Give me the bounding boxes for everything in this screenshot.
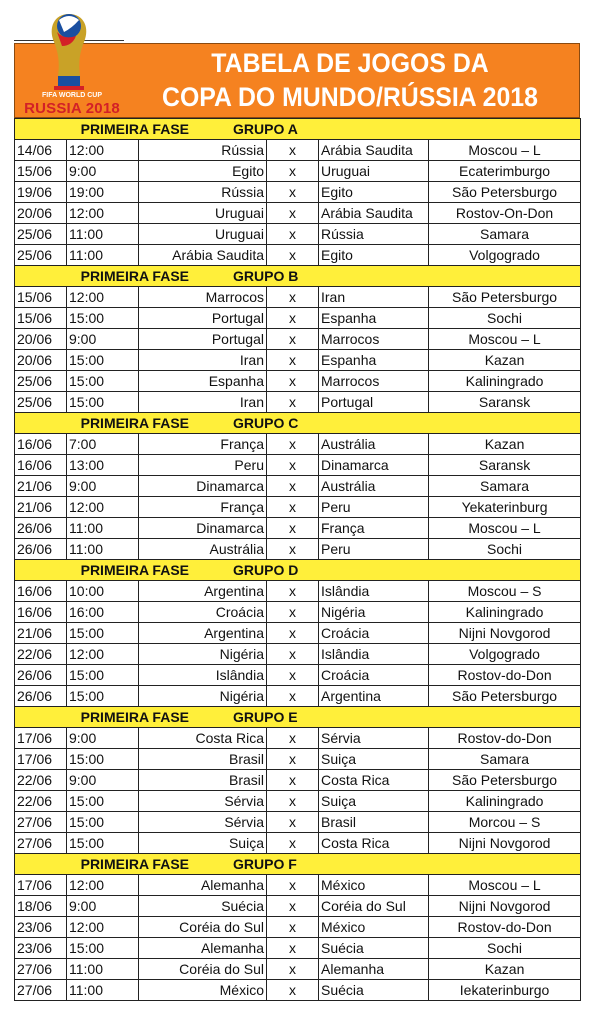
match-row [15, 938, 581, 959]
match-date: 18/06 [15, 896, 67, 917]
title-line-2: COPA DO MUNDO/RÚSSIA 2018 [162, 82, 538, 112]
match-row [15, 980, 581, 1001]
host-city: Samara [429, 476, 581, 497]
versus-mark: x [267, 476, 319, 497]
home-team: Coréia do Sul [139, 917, 267, 938]
match-row [15, 182, 581, 203]
host-city: Kaliningrado [429, 602, 581, 623]
match-row [15, 455, 581, 476]
match-time: 12:00 [67, 875, 139, 896]
match-time: 15:00 [67, 812, 139, 833]
home-team: Brasil [139, 749, 267, 770]
match-time: 11:00 [67, 245, 139, 266]
match-date: 17/06 [15, 749, 67, 770]
match-table-body [15, 119, 581, 1001]
versus-mark: x [267, 623, 319, 644]
group-header-row [15, 707, 581, 728]
host-city: Rostov-On-Don [429, 203, 581, 224]
match-row [15, 371, 581, 392]
versus-mark: x [267, 581, 319, 602]
match-row [15, 581, 581, 602]
away-team: Austrália [319, 434, 429, 455]
match-row [15, 308, 581, 329]
group-header [15, 266, 581, 287]
versus-mark: x [267, 350, 319, 371]
group-header-row [15, 560, 581, 581]
match-row [15, 959, 581, 980]
match-row [15, 686, 581, 707]
match-row [15, 875, 581, 896]
match-time: 13:00 [67, 455, 139, 476]
logo-caption: FIFA WORLD CUP [41, 92, 102, 99]
match-time: 15:00 [67, 686, 139, 707]
world-cup-logo [14, 0, 124, 118]
group-header-row [15, 266, 581, 287]
host-city: São Petersburgo [429, 686, 581, 707]
away-team: Costa Rica [319, 770, 429, 791]
match-date: 14/06 [15, 140, 67, 161]
match-row [15, 917, 581, 938]
match-row [15, 203, 581, 224]
away-team: Espanha [319, 308, 429, 329]
home-team: Dinamarca [139, 518, 267, 539]
home-team: México [139, 980, 267, 1001]
home-team: Alemanha [139, 875, 267, 896]
versus-mark: x [267, 938, 319, 959]
group-header [15, 119, 581, 140]
match-date: 15/06 [15, 161, 67, 182]
versus-mark: x [267, 518, 319, 539]
versus-mark: x [267, 980, 319, 1001]
match-date: 25/06 [15, 371, 67, 392]
host-city: Moscou – S [429, 581, 581, 602]
match-time: 11:00 [67, 959, 139, 980]
host-city: Ecaterimburgo [429, 161, 581, 182]
match-time: 12:00 [67, 140, 139, 161]
versus-mark: x [267, 917, 319, 938]
match-time: 12:00 [67, 644, 139, 665]
match-time: 11:00 [67, 539, 139, 560]
versus-mark: x [267, 959, 319, 980]
home-team: Egito [139, 161, 267, 182]
host-city: São Petersburgo [429, 770, 581, 791]
away-team: Croácia [319, 623, 429, 644]
match-date: 22/06 [15, 791, 67, 812]
host-city: Moscou – L [429, 875, 581, 896]
match-time: 15:00 [67, 749, 139, 770]
host-city: Sochi [429, 938, 581, 959]
home-team: Rússia [139, 182, 267, 203]
away-team: Costa Rica [319, 833, 429, 854]
host-city: Kaliningrado [429, 371, 581, 392]
phase-label: PRIMEIRA FASE [80, 415, 189, 431]
away-team: México [319, 875, 429, 896]
versus-mark: x [267, 182, 319, 203]
home-team: Argentina [139, 581, 267, 602]
home-team: Suécia [139, 896, 267, 917]
match-date: 17/06 [15, 875, 67, 896]
match-time: 11:00 [67, 518, 139, 539]
match-time: 9:00 [67, 329, 139, 350]
home-team: Dinamarca [139, 476, 267, 497]
away-team: Marrocos [319, 371, 429, 392]
match-row [15, 329, 581, 350]
home-team: Nigéria [139, 686, 267, 707]
match-date: 27/06 [15, 980, 67, 1001]
home-team: Rússia [139, 140, 267, 161]
phase-label: PRIMEIRA FASE [80, 856, 189, 872]
match-time: 15:00 [67, 938, 139, 959]
away-team: Egito [319, 245, 429, 266]
versus-mark: x [267, 602, 319, 623]
phase-label: PRIMEIRA FASE [80, 268, 189, 284]
match-date: 26/06 [15, 665, 67, 686]
host-city: Saransk [429, 392, 581, 413]
host-city: Sochi [429, 539, 581, 560]
home-team: França [139, 497, 267, 518]
match-time: 11:00 [67, 980, 139, 1001]
host-city: Nijni Novgorod [429, 623, 581, 644]
match-time: 12:00 [67, 917, 139, 938]
versus-mark: x [267, 392, 319, 413]
match-date: 17/06 [15, 728, 67, 749]
home-team: Iran [139, 392, 267, 413]
match-date: 26/06 [15, 518, 67, 539]
match-date: 22/06 [15, 770, 67, 791]
match-row [15, 623, 581, 644]
versus-mark: x [267, 812, 319, 833]
match-date: 22/06 [15, 644, 67, 665]
home-team: Islândia [139, 665, 267, 686]
host-city: São Petersburgo [429, 182, 581, 203]
away-team: Nigéria [319, 602, 429, 623]
away-team: Suécia [319, 980, 429, 1001]
host-city: Kazan [429, 350, 581, 371]
match-time: 15:00 [67, 833, 139, 854]
group-header-row [15, 119, 581, 140]
away-team: Islândia [319, 644, 429, 665]
versus-mark: x [267, 749, 319, 770]
away-team: Espanha [319, 350, 429, 371]
versus-mark: x [267, 665, 319, 686]
host-city: Moscou – L [429, 518, 581, 539]
host-city: Volgogrado [429, 644, 581, 665]
match-date: 27/06 [15, 833, 67, 854]
host-city: Kazan [429, 959, 581, 980]
host-city: Iekaterinburgo [429, 980, 581, 1001]
host-city: Kazan [429, 434, 581, 455]
versus-mark: x [267, 203, 319, 224]
match-row [15, 224, 581, 245]
match-row [15, 245, 581, 266]
home-team: Uruguai [139, 224, 267, 245]
match-date: 25/06 [15, 392, 67, 413]
match-row [15, 812, 581, 833]
match-date: 21/06 [15, 623, 67, 644]
match-time: 15:00 [67, 392, 139, 413]
match-date: 23/06 [15, 938, 67, 959]
group-header [15, 413, 581, 434]
host-city: Nijni Novgorod [429, 833, 581, 854]
host-city: Nijni Novgorod [429, 896, 581, 917]
match-time: 15:00 [67, 791, 139, 812]
match-row [15, 287, 581, 308]
match-date: 27/06 [15, 812, 67, 833]
away-team: Islândia [319, 581, 429, 602]
match-row [15, 749, 581, 770]
home-team: Brasil [139, 770, 267, 791]
header [14, 0, 580, 118]
match-time: 15:00 [67, 308, 139, 329]
group-label: GRUPO E [233, 709, 298, 725]
match-date: 16/06 [15, 581, 67, 602]
group-header [15, 560, 581, 581]
match-date: 23/06 [15, 917, 67, 938]
away-team: Croácia [319, 665, 429, 686]
match-row [15, 476, 581, 497]
away-team: Rússia [319, 224, 429, 245]
match-time: 11:00 [67, 224, 139, 245]
group-header [15, 854, 581, 875]
host-city: Samara [429, 224, 581, 245]
host-city: Morcou – S [429, 812, 581, 833]
group-header-row [15, 854, 581, 875]
home-team: Iran [139, 350, 267, 371]
home-team: Austrália [139, 539, 267, 560]
match-date: 26/06 [15, 686, 67, 707]
match-time: 15:00 [67, 350, 139, 371]
match-row [15, 896, 581, 917]
away-team: Uruguai [319, 161, 429, 182]
home-team: Alemanha [139, 938, 267, 959]
match-row [15, 161, 581, 182]
versus-mark: x [267, 728, 319, 749]
versus-mark: x [267, 161, 319, 182]
host-city: Rostov-do-Don [429, 728, 581, 749]
match-row [15, 602, 581, 623]
host-city: Rostov-do-Don [429, 917, 581, 938]
match-time: 12:00 [67, 203, 139, 224]
away-team: México [319, 917, 429, 938]
match-date: 25/06 [15, 224, 67, 245]
versus-mark: x [267, 644, 319, 665]
match-row [15, 833, 581, 854]
match-time: 9:00 [67, 896, 139, 917]
versus-mark: x [267, 896, 319, 917]
match-time: 9:00 [67, 770, 139, 791]
schedule-sheet [14, 0, 580, 1001]
away-team: Argentina [319, 686, 429, 707]
versus-mark: x [267, 875, 319, 896]
match-time: 15:00 [67, 371, 139, 392]
match-date: 16/06 [15, 434, 67, 455]
versus-mark: x [267, 224, 319, 245]
home-team: Portugal [139, 308, 267, 329]
match-time: 7:00 [67, 434, 139, 455]
logo-wordmark: RUSSIA 2018 [24, 100, 120, 117]
match-time: 15:00 [67, 665, 139, 686]
match-date: 25/06 [15, 245, 67, 266]
match-row [15, 770, 581, 791]
home-team: Coréia do Sul [139, 959, 267, 980]
match-row [15, 728, 581, 749]
versus-mark: x [267, 371, 319, 392]
host-city: Samara [429, 749, 581, 770]
group-header-row [15, 413, 581, 434]
host-city: Saransk [429, 455, 581, 476]
away-team: Sérvia [319, 728, 429, 749]
versus-mark: x [267, 140, 319, 161]
match-table [14, 118, 581, 1001]
home-team: Nigéria [139, 644, 267, 665]
match-row [15, 140, 581, 161]
home-team: Espanha [139, 371, 267, 392]
group-label: GRUPO C [233, 415, 299, 431]
group-header [15, 707, 581, 728]
match-time: 12:00 [67, 497, 139, 518]
match-date: 15/06 [15, 308, 67, 329]
match-date: 19/06 [15, 182, 67, 203]
match-time: 9:00 [67, 728, 139, 749]
phase-label: PRIMEIRA FASE [80, 562, 189, 578]
home-team: Portugal [139, 329, 267, 350]
match-row [15, 665, 581, 686]
match-row [15, 644, 581, 665]
away-team: Austrália [319, 476, 429, 497]
versus-mark: x [267, 287, 319, 308]
away-team: Suiça [319, 791, 429, 812]
away-team: Peru [319, 539, 429, 560]
versus-mark: x [267, 455, 319, 476]
away-team: Arábia Saudita [319, 203, 429, 224]
phase-label: PRIMEIRA FASE [80, 709, 189, 725]
match-date: 27/06 [15, 959, 67, 980]
versus-mark: x [267, 833, 319, 854]
home-team: Croácia [139, 602, 267, 623]
home-team: Sérvia [139, 791, 267, 812]
away-team: Dinamarca [319, 455, 429, 476]
versus-mark: x [267, 245, 319, 266]
away-team: Marrocos [319, 329, 429, 350]
away-team: Portugal [319, 392, 429, 413]
versus-mark: x [267, 770, 319, 791]
match-time: 12:00 [67, 287, 139, 308]
match-row [15, 392, 581, 413]
host-city: Volgogrado [429, 245, 581, 266]
host-city: Rostov-do-Don [429, 665, 581, 686]
versus-mark: x [267, 497, 319, 518]
home-team: Peru [139, 455, 267, 476]
match-time: 19:00 [67, 182, 139, 203]
host-city: Moscou – L [429, 140, 581, 161]
match-time: 16:00 [67, 602, 139, 623]
versus-mark: x [267, 686, 319, 707]
host-city: São Petersburgo [429, 287, 581, 308]
match-row [15, 791, 581, 812]
title-line-1: TABELA DE JOGOS DA [211, 48, 489, 78]
versus-mark: x [267, 329, 319, 350]
away-team: Coréia do Sul [319, 896, 429, 917]
match-time: 9:00 [67, 161, 139, 182]
away-team: Peru [319, 497, 429, 518]
group-label: GRUPO F [233, 856, 297, 872]
match-date: 21/06 [15, 497, 67, 518]
match-date: 26/06 [15, 539, 67, 560]
host-city: Yekaterinburg [429, 497, 581, 518]
away-team: França [319, 518, 429, 539]
match-date: 16/06 [15, 455, 67, 476]
home-team: Marrocos [139, 287, 267, 308]
home-team: França [139, 434, 267, 455]
home-team: Arábia Saudita [139, 245, 267, 266]
versus-mark: x [267, 434, 319, 455]
match-date: 21/06 [15, 476, 67, 497]
group-label: GRUPO B [233, 268, 299, 284]
host-city: Moscou – L [429, 329, 581, 350]
match-date: 20/06 [15, 203, 67, 224]
match-row [15, 434, 581, 455]
versus-mark: x [267, 539, 319, 560]
versus-mark: x [267, 791, 319, 812]
match-date: 20/06 [15, 329, 67, 350]
home-team: Uruguai [139, 203, 267, 224]
versus-mark: x [267, 308, 319, 329]
away-team: Alemanha [319, 959, 429, 980]
home-team: Argentina [139, 623, 267, 644]
host-city: Kaliningrado [429, 791, 581, 812]
match-date: 20/06 [15, 350, 67, 371]
phase-label: PRIMEIRA FASE [80, 121, 189, 137]
away-team: Brasil [319, 812, 429, 833]
match-row [15, 350, 581, 371]
away-team: Arábia Saudita [319, 140, 429, 161]
match-date: 15/06 [15, 287, 67, 308]
match-time: 9:00 [67, 476, 139, 497]
match-date: 16/06 [15, 602, 67, 623]
away-team: Suécia [319, 938, 429, 959]
host-city: Sochi [429, 308, 581, 329]
match-row [15, 497, 581, 518]
home-team: Sérvia [139, 812, 267, 833]
match-time: 15:00 [67, 623, 139, 644]
away-team: Suiça [319, 749, 429, 770]
home-team: Costa Rica [139, 728, 267, 749]
match-time: 10:00 [67, 581, 139, 602]
group-label: GRUPO D [233, 562, 299, 578]
match-row [15, 518, 581, 539]
away-team: Egito [319, 182, 429, 203]
match-row [15, 539, 581, 560]
group-label: GRUPO A [233, 121, 298, 137]
home-team: Suiça [139, 833, 267, 854]
away-team: Iran [319, 287, 429, 308]
